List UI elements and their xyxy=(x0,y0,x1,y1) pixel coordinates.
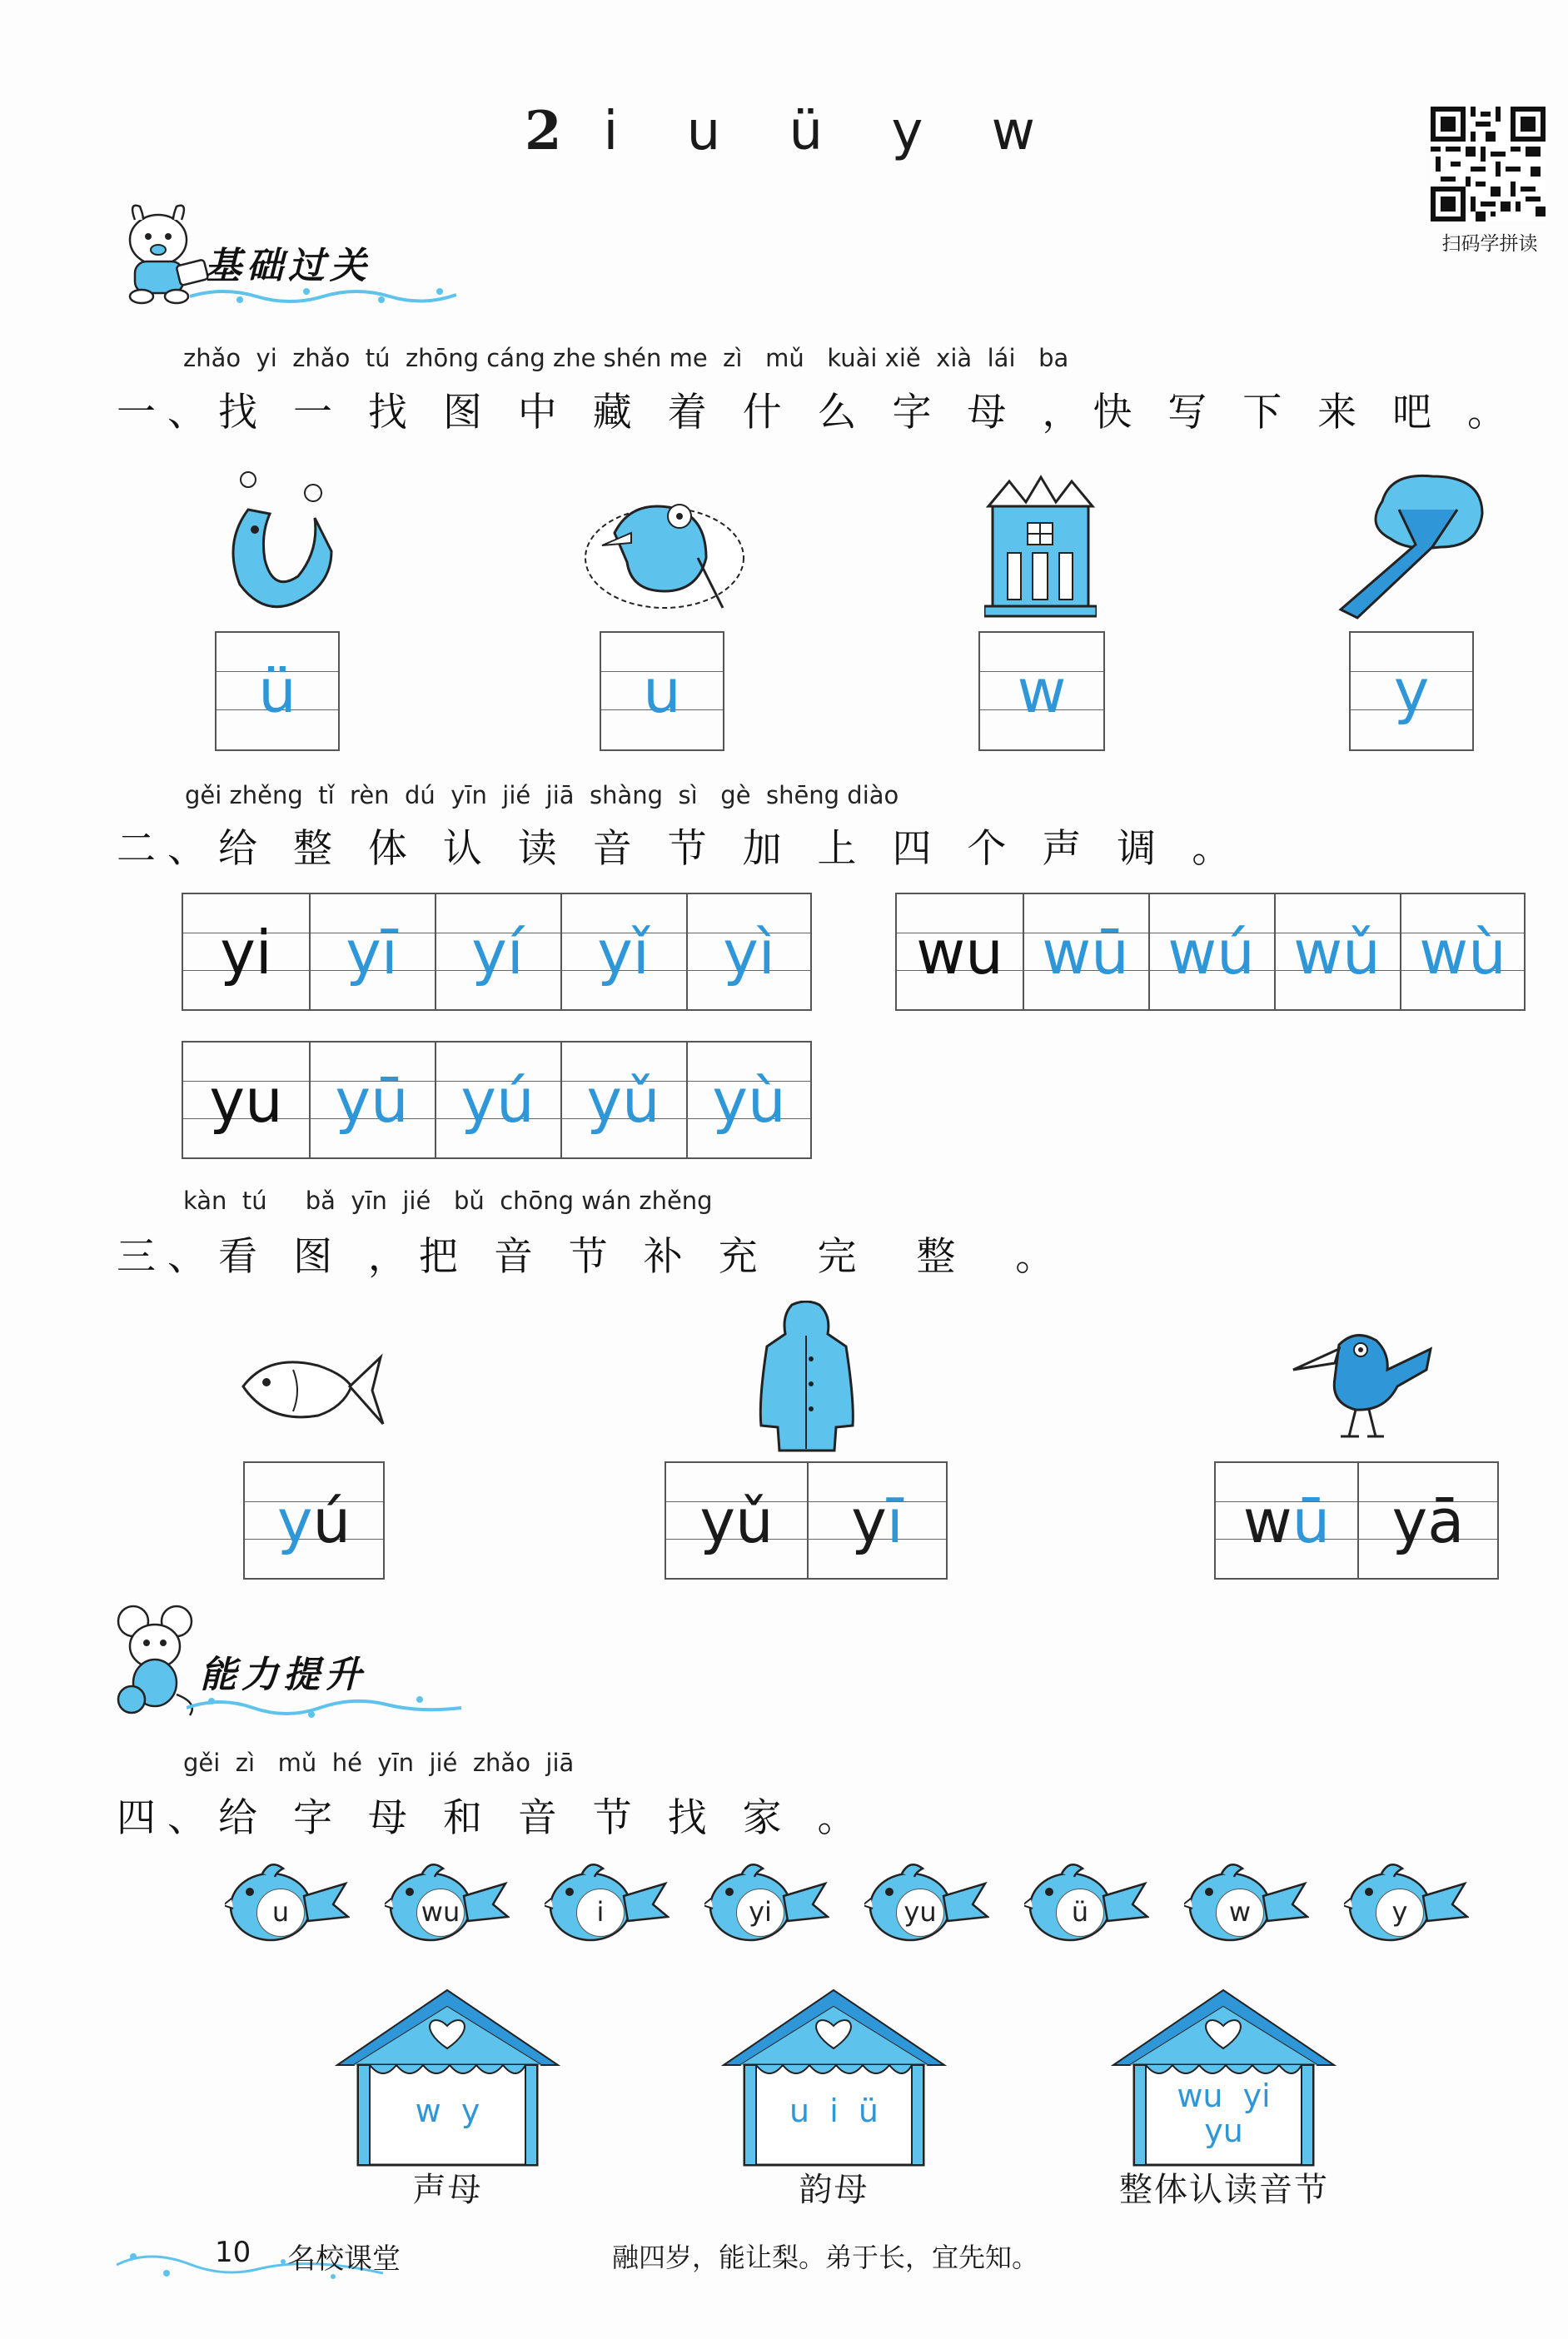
q2-tone-yi-1: yī xyxy=(346,918,398,988)
bird-label-yi: yi xyxy=(736,1889,784,1937)
series-name: 名校课堂 xyxy=(287,2242,401,2276)
q1-answer-2: u xyxy=(643,656,681,726)
bird-i[interactable] xyxy=(545,1859,670,1953)
house-finals[interactable] xyxy=(719,1986,948,2169)
house-whole-caption: 整体认读音节 xyxy=(1119,2171,1329,2209)
q2-pinyin: gěi zhěng tǐ rèn dú yīn jié jiā shàng sì gè shēng diào xyxy=(185,781,899,809)
tree-y-illustration xyxy=(1332,468,1499,622)
q2-base-yi: yi xyxy=(220,918,272,988)
qr-label: 扫码学拼读 xyxy=(1441,233,1538,255)
q3-raincoat-box[interactable] xyxy=(665,1461,948,1580)
q3-raincoat-second-given: y xyxy=(851,1486,887,1556)
bird-row xyxy=(225,1859,1474,1958)
bird-label-w: w xyxy=(1216,1889,1264,1937)
house-whole-content-line2: yu xyxy=(1204,2113,1243,2149)
q4-instruction: 四、给 字 母 和 音 节 找 家 。 xyxy=(117,1795,869,1841)
house-initials-content: w y xyxy=(415,2093,480,2129)
house-initials-caption: 声母 xyxy=(412,2171,483,2209)
bird-nest-u-illustration xyxy=(581,483,748,616)
q2-grid-wu[interactable] xyxy=(895,893,1526,1011)
bird-label-u: u xyxy=(256,1889,305,1937)
q1-answer-box-1[interactable] xyxy=(215,631,340,751)
q1-instruction: 一、找 一 找 图 中 藏 着 什 么 字 母 ，快 写 下 来 吧 。 xyxy=(117,390,1519,435)
bird-label-u-umlaut: ü xyxy=(1056,1889,1104,1937)
footer-proverb: 融四岁，能让梨。弟于长，宜先知。 xyxy=(612,2242,1039,2273)
q2-tone-yu-1: yū xyxy=(335,1066,409,1136)
q2-tone-wu-1: wū xyxy=(1042,918,1129,988)
q1-answer-box-2[interactable] xyxy=(600,631,724,751)
q3-crow-first-given: w xyxy=(1242,1486,1292,1556)
bird-yi[interactable] xyxy=(704,1859,829,1953)
page-number: 10 xyxy=(215,2236,251,2269)
house-whole-syllables[interactable] xyxy=(1109,1986,1338,2169)
crow-illustration xyxy=(1289,1320,1439,1445)
q4-pinyin: gěi zì mǔ hé yīn jié zhǎo jiā xyxy=(183,1749,575,1777)
qr-code[interactable] xyxy=(1431,107,1546,221)
vine-decoration xyxy=(190,286,456,306)
bird-wu[interactable] xyxy=(385,1859,510,1953)
bird-u[interactable] xyxy=(225,1859,350,1953)
section-badge-advanced xyxy=(107,1603,456,1719)
section-title-basic: 基础过关 xyxy=(205,245,371,287)
house-icon xyxy=(333,1986,562,2169)
house-initials[interactable] xyxy=(333,1986,562,2169)
q3-fish-filled: y xyxy=(276,1486,313,1556)
bird-u-umlaut[interactable] xyxy=(1024,1859,1149,1953)
lesson-letters: i u ü y w xyxy=(603,101,1044,162)
q1-answer-1: ü xyxy=(258,656,296,726)
q1-pinyin: zhǎo yi zhǎo tú zhōng cáng zhe shén me zì mǔ kuài xiě xià lái ba xyxy=(183,344,1069,372)
q3-instruction: 三、看 图 ，把 音 节 补 充 完 整 。 xyxy=(117,1234,1067,1280)
q3-fish-given: ú xyxy=(312,1486,351,1556)
q2-base-yu: yu xyxy=(209,1066,283,1136)
section-title-advanced: 能力提升 xyxy=(200,1654,366,1696)
q3-crow-first-filled: ū xyxy=(1292,1486,1331,1556)
bird-label-wu: wu xyxy=(416,1889,465,1937)
bird-yu[interactable] xyxy=(864,1859,989,1953)
q2-tone-wu-3: wǔ xyxy=(1293,918,1381,988)
q2-base-wu: wu xyxy=(916,918,1003,988)
raincoat-illustration xyxy=(754,1301,859,1455)
fish-illustration xyxy=(235,1341,385,1436)
q3-pinyin: kàn tú bǎ yīn jié bǔ chōng wán zhěng xyxy=(183,1187,713,1215)
section-badge-basic xyxy=(107,190,456,306)
q2-tone-yi-3: yǐ xyxy=(597,918,650,988)
house-icon xyxy=(719,1986,948,2169)
q3-raincoat-second-filled: ī xyxy=(886,1486,903,1556)
house-whole-content-line1: wu yi xyxy=(1177,2078,1271,2114)
q1-answer-3: w xyxy=(1017,656,1067,726)
q2-tone-yu-4: yù xyxy=(712,1066,786,1136)
bird-y[interactable] xyxy=(1344,1859,1469,1953)
q2-grid-yi[interactable] xyxy=(182,893,812,1011)
bird-w[interactable] xyxy=(1184,1859,1309,1953)
house-w-illustration xyxy=(984,473,1097,619)
q1-answer-box-4[interactable] xyxy=(1349,631,1474,751)
q3-fish-box[interactable] xyxy=(243,1461,385,1580)
q3-crow-box[interactable] xyxy=(1214,1461,1499,1580)
q2-tone-yu-3: yǔ xyxy=(586,1066,660,1136)
lesson-title xyxy=(0,100,1568,162)
house-finals-content: u i ü xyxy=(789,2093,879,2129)
q3-fish-syllable xyxy=(245,1486,383,1556)
q2-tone-wu-4: wù xyxy=(1419,918,1506,988)
bird-label-y: y xyxy=(1376,1889,1424,1937)
q2-instruction: 二、给 整 体 认 读 音 节 加 上 四 个 声 调 。 xyxy=(117,826,1243,872)
q3-crow-first xyxy=(1216,1486,1357,1556)
q2-tone-wu-2: wú xyxy=(1167,918,1255,988)
house-finals-caption: 韵母 xyxy=(799,2171,869,2209)
q3-raincoat-first: yǔ xyxy=(699,1486,774,1556)
q3-crow-second: yā xyxy=(1391,1486,1465,1556)
q2-tone-yu-2: yú xyxy=(460,1066,535,1136)
vine-decoration xyxy=(187,1693,461,1718)
q1-answer-box-3[interactable] xyxy=(978,631,1105,751)
q2-grid-yu[interactable] xyxy=(182,1041,812,1159)
q3-raincoat-second xyxy=(807,1486,948,1556)
lesson-number: 2 xyxy=(524,100,570,162)
bird-label-i: i xyxy=(576,1889,625,1937)
q2-tone-yi-2: yí xyxy=(471,918,524,988)
q2-tone-yi-4: yì xyxy=(723,918,775,988)
bird-label-yu: yu xyxy=(896,1889,944,1937)
fish-u-umlaut-illustration xyxy=(215,468,340,618)
q1-answer-4: y xyxy=(1393,656,1430,726)
